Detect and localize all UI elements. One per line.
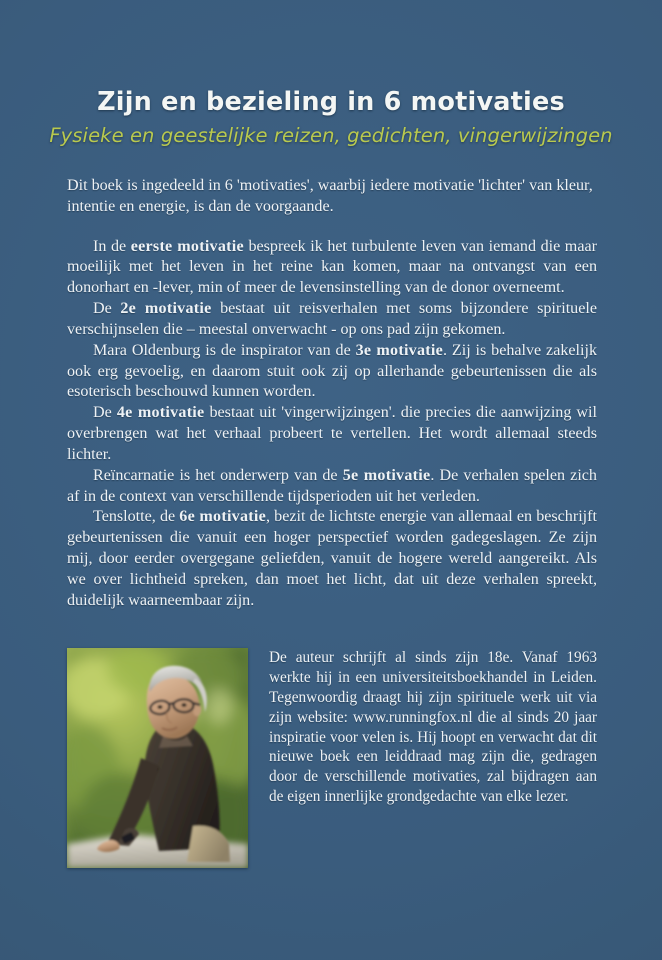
blurb-intro-paragraph: Dit boek is ingedeeld in 6 'motivaties', waarbij iedere motivatie 'lichter' van kleur, intentie en energie, is dan de voorgaande. [67, 177, 593, 215]
blurb-text-before: Tenslotte, de [93, 508, 180, 526]
blurb-text-before: Mara Oldenburg is de inspirator van de [93, 341, 356, 359]
blurb-text-before: De [93, 300, 121, 318]
page-subtitle: Fysieke en geestelijke reizen, gedichten, vingerwijzingen [49, 123, 613, 147]
blurb-text-after: , bezit de lichtste energie van allemaal en beschrijft gebeurtenissen die vanuit een hoger perspectief worden gadegeslagen. Ze zijn mij, door eerder overgegane geliefden, vanuit de hogere wereld aangereikt. Als we over lichtheid spreken, dan moet het licht, dat uit deze verhalen spreekt, duidelijk waarneembaar zijn. [67, 508, 597, 609]
blurb-paragraph [67, 237, 597, 299]
motivation-emphasis: 2e motivatie [120, 300, 212, 318]
motivation-emphasis: eerste motivatie [130, 237, 244, 255]
blurb-paragraph-list [67, 237, 597, 612]
author-bio [269, 648, 597, 807]
author-bio-text: De auteur schrijft al sinds zijn 18e. Vanaf 1963 werkte hij in een universiteitsboekhandel in Leiden. Tegenwoordig draagt hij zijn spirituele werk uit via zijn website: www.runningfox.nl die al sinds 20 jaar inspiratie voor velen is. Hij hoopt en verwacht dat dit nieuwe boek een leiddraad mag zijn die, gedragen door de verschillende motivaties, zal bijdragen aan de eigen innerlijke grondgedachte van elke lezer. [269, 649, 597, 806]
blurb-text-after: . De verhalen spelen zich af in de context van verschillende tijdsperioden uit het verleden. [67, 466, 597, 505]
page-title: Zijn en bezieling in 6 motivaties [97, 87, 565, 117]
blurb-text-after: bestaat uit reisverhalen met soms bijzondere spirituele verschijnselen die – meestal onverwacht - op ons pad zijn gekomen. [67, 300, 597, 338]
author-portrait-image [67, 648, 248, 868]
blurb-paragraph [67, 299, 597, 341]
blurb-text-after: bestaat uit 'vingerwijzingen'. die precies die aanwijzing wil overbrengen wat het verhaal probeert te vertellen. Het wordt allemaal steeds lichter. [67, 404, 597, 463]
blurb-paragraph [67, 341, 597, 403]
motivation-emphasis: 3e motivatie [355, 341, 444, 359]
motivation-emphasis: 4e motivatie [116, 404, 205, 422]
blurb-paragraph [67, 466, 597, 508]
blurb-paragraph [67, 507, 597, 611]
blurb-text-before: Reïncarnatie is het onderwerp van de [93, 466, 343, 484]
blurb-text-after: bespreek ik het turbulente leven van iemand die maar moeilijk met het leven in het reine kan komen, maar na ontvangst van een donorhart en -lever, min of meer de levensinstelling van de donor overneemt. [67, 237, 597, 297]
blurb-text-after: . Zij is behalve zakelijk ook erg gevoelig, en daarom stuit ook zij op allerhande gebeurtenissen die als esoterisch beschouwd kunnen worden. [67, 341, 597, 401]
blurb-text-before: De [93, 404, 117, 422]
blurb-body [67, 176, 597, 612]
author-photo [67, 648, 248, 868]
blurb-paragraph [67, 403, 597, 465]
motivation-emphasis: 5e motivatie [342, 466, 431, 484]
blurb-text-before: In de [93, 237, 131, 255]
title-block [40, 88, 622, 147]
motivation-emphasis: 6e motivatie [179, 508, 266, 526]
